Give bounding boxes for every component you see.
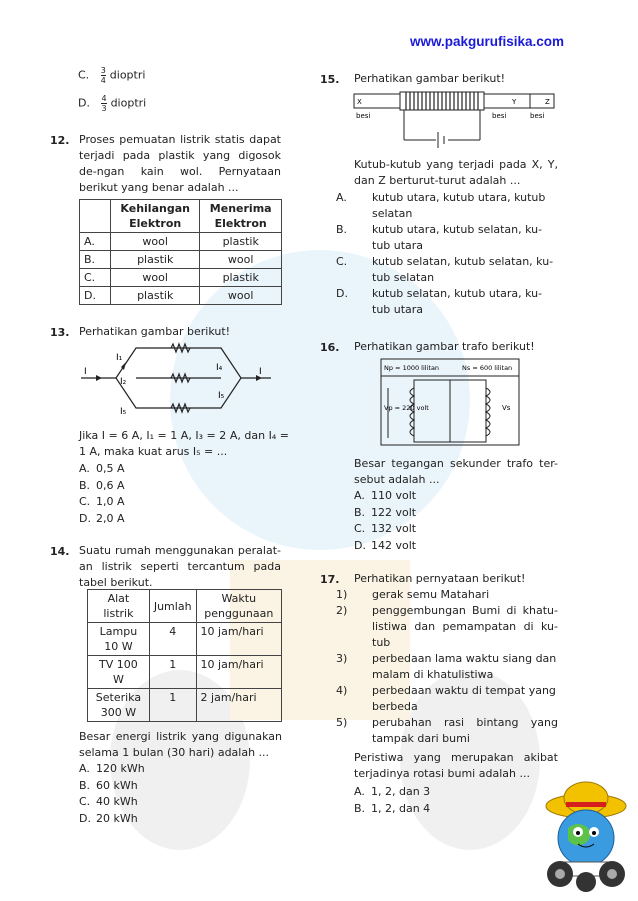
mascot-globe-logo xyxy=(540,780,632,895)
table-row: Seterika 300 W 1 2 jam/hari xyxy=(88,689,282,722)
q14-number: 14. xyxy=(50,545,70,558)
q17-intro: Perhatikan pernyataan berikut! xyxy=(354,572,526,585)
table-row: D. plastik wool xyxy=(80,287,282,305)
list-item: 4) perbedaan waktu di tempat yang berbeda xyxy=(336,684,556,713)
q12-table xyxy=(79,199,282,305)
label-I5: I₅ xyxy=(218,391,225,401)
list-item: 2) penggembungan Bumi di khatu-listiwa dan pemampatan di ku-tub xyxy=(336,604,558,649)
q16-option-a[interactable]: A. 110 volt xyxy=(354,489,417,502)
q11-option-d: D. $\frac{4}{3}$ dioptri xyxy=(78,94,147,113)
q14-header-waktu: Waktu penggunaan xyxy=(196,590,281,623)
q13-option-b[interactable]: B. 0,6 A xyxy=(79,478,125,492)
q17-option-a[interactable]: A. 1, 2, dan 3 xyxy=(354,785,431,798)
q16-option-d[interactable]: D. 142 volt xyxy=(354,538,417,552)
q15-option-b[interactable]: B. kutub utara, kutub selatan, ku-tub utara xyxy=(336,223,543,252)
q14-text: Suatu rumah menggunakan peralat-an listrik seperti tercantum pada tabel berikut. xyxy=(79,544,281,589)
q17-stem: Peristiwa yang merupakan akibat terjadinya rotasi bumi adalah ... xyxy=(354,751,558,780)
q13-option-a[interactable]: A. 0,5 A xyxy=(79,462,125,475)
label-I: I xyxy=(84,367,87,377)
label-I2: I₂ xyxy=(120,377,127,387)
q16-number: 16. xyxy=(320,341,340,354)
q15-electromagnet-diagram xyxy=(352,88,557,150)
q16-options xyxy=(354,488,416,554)
q17-number: 17. xyxy=(320,573,340,586)
label-besi-2: besi xyxy=(492,112,507,120)
q17-options xyxy=(354,784,430,817)
label-ns: Ns = 600 lilitan xyxy=(462,364,513,372)
table-row: TV 100 W 1 10 jam/hari xyxy=(88,656,282,689)
list-item: 5) perubahan rasi bintang yang tampak dari bumi xyxy=(336,716,558,745)
q14-header-alat: Alat listrik xyxy=(88,590,150,623)
q14-option-b[interactable]: B. 60 kWh xyxy=(79,778,138,792)
q12-header-kehilangan: Kehilangan Elektron xyxy=(111,200,200,233)
q17-statement-list xyxy=(336,587,558,747)
table-row: C. wool plastik xyxy=(80,269,282,287)
q12-header-blank xyxy=(80,200,111,233)
q14-options xyxy=(79,761,145,827)
q13-options xyxy=(79,461,125,527)
q14-stem: Besar energi listrik yang digunakan selama 1 bulan (30 hari) adalah ... xyxy=(79,730,282,759)
q12-header-menerima: Menerima Elektron xyxy=(200,200,282,233)
q15-options xyxy=(336,190,558,318)
q13-option-d[interactable]: D. 2,0 A xyxy=(79,511,125,525)
table-row: A. wool plastik xyxy=(80,233,282,251)
label-I1: I₁ xyxy=(116,353,123,363)
q13-intro: Perhatikan gambar berikut! xyxy=(79,325,231,338)
q16-transformer-diagram xyxy=(380,358,520,446)
label-X: X xyxy=(357,98,362,106)
label-Y: Y xyxy=(512,98,517,106)
q12-number: 12. xyxy=(50,134,70,147)
q15-number: 15. xyxy=(320,73,340,86)
q16-stem: Besar tegangan sekunder trafo ter-sebut adalah ... xyxy=(354,457,558,486)
q17-option-b[interactable]: B. 1, 2, dan 4 xyxy=(354,801,431,815)
q11-option-c: C. $\frac{3}{4}$ dioptri xyxy=(78,66,146,85)
label-I-out: I xyxy=(259,367,262,377)
label-vp: Vp = 220 volt xyxy=(384,404,429,412)
label-I3: I₅ xyxy=(120,407,127,417)
q13-circuit-diagram xyxy=(76,340,276,422)
label-np: Np = 1000 lilitan xyxy=(384,364,440,372)
q15-stem: Kutub-kutub yang terjadi pada X, Y, dan Z berturut-turut adalah ... xyxy=(354,158,558,187)
q13-stem: Jika I = 6 A, I₁ = 1 A, I₃ = 2 A, dan I₄ = 1 A, maka kuat arus I₅ = ... xyxy=(79,429,289,458)
label-I4: I₄ xyxy=(216,363,223,373)
label-besi-3: besi xyxy=(530,112,545,120)
q14-table xyxy=(87,589,282,722)
q15-option-a[interactable]: A. kutub utara, kutub utara, kutub selatan xyxy=(336,191,546,220)
list-item: 3) perbedaan lama waktu siang dan malam di khatulistiwa xyxy=(336,652,557,681)
label-vs: Vs xyxy=(502,404,511,412)
q15-option-c[interactable]: C. kutub selatan, kutub selatan, ku-tub selatan xyxy=(336,255,554,284)
table-row: B. plastik wool xyxy=(80,251,282,269)
q16-option-c[interactable]: C. 132 volt xyxy=(354,522,417,535)
q14-option-a[interactable]: A. 120 kWh xyxy=(79,762,145,775)
site-url[interactable]: www.pakgurufisika.com xyxy=(409,34,564,49)
q13-option-c[interactable]: C. 1,0 A xyxy=(79,495,125,508)
q15-option-d[interactable]: D. kutub selatan, kutub utara, ku-tub utara xyxy=(336,287,543,316)
q14-option-c[interactable]: C. 40 kWh xyxy=(79,795,138,808)
list-item: 1) gerak semu Matahari xyxy=(336,588,490,601)
q13-number: 13. xyxy=(50,326,70,339)
label-besi-1: besi xyxy=(356,112,371,120)
q15-intro: Perhatikan gambar berikut! xyxy=(354,72,506,85)
q12-text: Proses pemuatan listrik statis dapat terjadi pada plastik yang digosok de-ngan kain wol. Pernyataan berikut yang benar adalah ... xyxy=(79,133,281,194)
q14-header-jumlah: Jumlah xyxy=(149,590,196,623)
q14-option-d[interactable]: D. 20 kWh xyxy=(79,811,138,825)
table-row: Lampu 10 W 4 10 jam/hari xyxy=(88,623,282,656)
q16-option-b[interactable]: B. 122 volt xyxy=(354,505,417,519)
label-Z: Z xyxy=(545,98,550,106)
q16-intro: Perhatikan gambar trafo berikut! xyxy=(354,340,535,353)
